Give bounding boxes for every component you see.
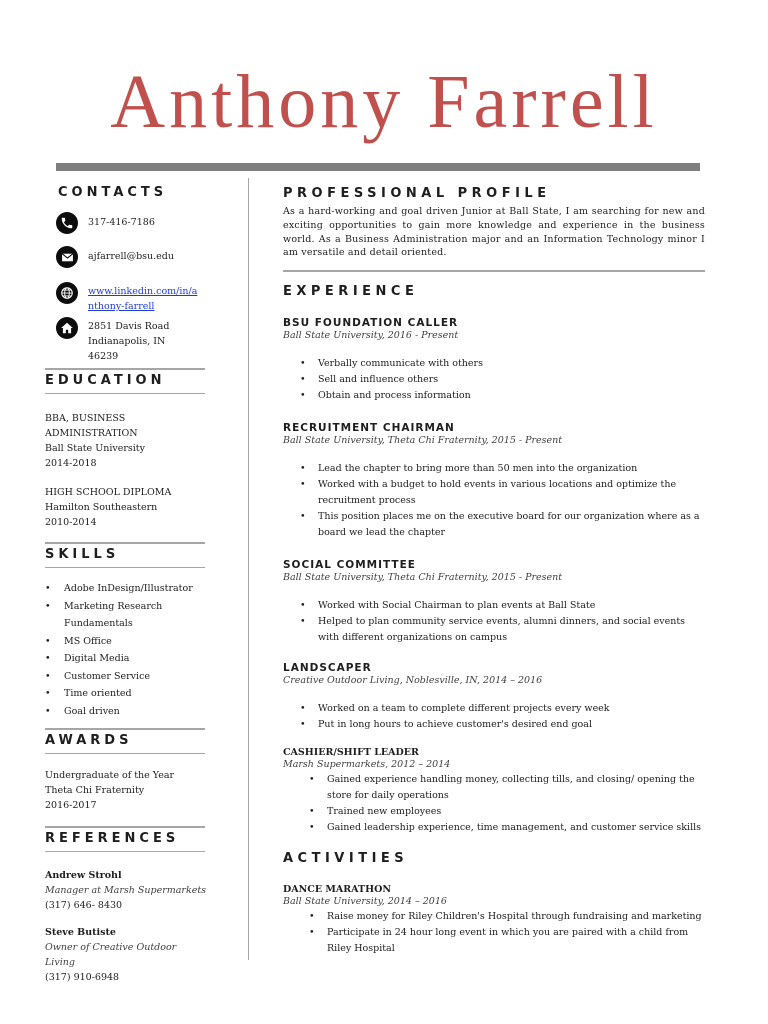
job-bullets (283, 598, 705, 646)
job-bullets (283, 772, 705, 836)
list-item: • Sell and influence others (283, 372, 705, 388)
address-text (88, 319, 169, 364)
job-subtitle: Creative Outdoor Living, Noblesville, IN, 2014 – 2016 (283, 675, 543, 687)
list-item: • Gained experience handling money, collecting tills, and closing/ opening the (283, 772, 705, 788)
profile-heading: PROFESSIONAL PROFILE (283, 186, 551, 201)
contact-phone (45, 215, 207, 243)
right-column (283, 186, 705, 957)
activity-subtitle: Ball State University, 2014 – 2016 (283, 896, 447, 908)
address-line3: 46239 (88, 351, 119, 362)
job-subtitle: Ball State University, Theta Chi Fraternity, 2015 - Present (283, 572, 563, 584)
contact-address (45, 319, 207, 367)
list-item: • Adobe InDesign/Illustrator (45, 580, 207, 598)
skills-list (45, 580, 207, 720)
section-rule (45, 728, 205, 730)
school-years: 2014-2018 (45, 458, 97, 469)
awards-heading: AWARDS (45, 733, 133, 748)
award-years: 2016-2017 (45, 800, 97, 811)
address-line1: 2851 Davis Road (88, 321, 170, 332)
column-divider (248, 178, 249, 960)
school-name: Ball State University (45, 443, 145, 454)
job-title: BSU FOUNDATION CALLER (283, 317, 459, 330)
list-item: • MS Office (45, 633, 207, 651)
job-title: LANDSCAPER (283, 662, 372, 675)
list-item: board we lead the chapter (318, 527, 446, 539)
list-item: • Helped to plan community service events, alumni dinners, and social events (283, 614, 705, 630)
list-item: • Trained new employees (283, 804, 705, 820)
profile-text: As a hard-working and goal driven Junior at Ball State, I am searching for new and exciting opportunities to gain more knowledge and experience in the business world. As a Business Administration major and an Information Technology minor I am versatile and detail oriented. (283, 206, 705, 259)
list-item: • Raise money for Riley Children's Hospital through fundraising and marketing (283, 909, 705, 925)
job-title: RECRUITMENT CHAIRMAN (283, 422, 455, 435)
degree-line1: HIGH SCHOOL DIPLOMA (45, 487, 172, 498)
contact-linkedin (45, 284, 207, 316)
reference-title: Manager at Marsh Supermarkets (45, 885, 207, 896)
contacts-heading: CONTACTS (58, 185, 168, 200)
list-item: • Obtain and process information (283, 388, 705, 404)
list-item: • This position places me on the executive board for our organization where as a (283, 509, 705, 525)
list-item: • Goal driven (45, 703, 207, 721)
list-item: recruitment process (318, 495, 416, 507)
school-name: Hamilton Southeastern (45, 502, 158, 513)
section-rule (45, 542, 205, 544)
school-years: 2010-2014 (45, 517, 97, 528)
list-item: • Participate in 24 hour long event in which you are paired with a child from (283, 925, 705, 941)
references-heading: REFERENCES (45, 831, 180, 846)
experience-heading: EXPERIENCE (283, 284, 419, 300)
list-item: • Lead the chapter to bring more than 50 men into the organization (283, 461, 705, 477)
section-rule (45, 753, 205, 754)
list-item: • Worked on a team to complete different projects every week (283, 701, 705, 717)
address-line2: Indianapolis, IN (88, 336, 166, 347)
list-item: with different organizations on campus (318, 632, 508, 644)
award-title: Undergraduate of the Year (45, 770, 175, 781)
reference-phone: (317) 910-6948 (45, 972, 120, 983)
section-rule (45, 567, 205, 568)
list-item: Fundamentals (64, 618, 133, 629)
list-item: • Customer Service (45, 668, 207, 686)
list-item: • Gained leadership experience, time management, and customer service skills (283, 820, 705, 836)
job-bullets (283, 701, 705, 733)
education-heading: EDUCATION (45, 373, 166, 388)
list-item: • Put in long hours to achieve customer's desired end goal (283, 717, 705, 733)
list-item: store for daily operations (327, 790, 449, 802)
skills-heading: SKILLS (45, 547, 120, 562)
section-rule (45, 368, 205, 370)
degree-line1: BBA, BUSINESS (45, 413, 126, 424)
list-item: • Marketing Research (45, 598, 207, 616)
list-item: • Time oriented (45, 685, 207, 703)
phone-text: 317-416-7186 (88, 217, 155, 228)
section-rule (45, 393, 205, 394)
degree-line2: ADMINISTRATION (45, 428, 138, 439)
left-column (45, 185, 207, 985)
activity-title: DANCE MARATHON (283, 884, 392, 896)
list-item: • Verbally communicate with others (283, 356, 705, 372)
email-text[interactable]: ajfarrell@bsu.edu (88, 251, 174, 262)
resume-name: Anthony Farrell (110, 60, 658, 144)
list-item: • Worked with Social Chairman to plan events at Ball State (283, 598, 705, 614)
linkedin-line2[interactable]: nthony-farrell (88, 301, 155, 312)
section-rule (45, 826, 205, 828)
award-org: Theta Chi Fraternity (45, 785, 145, 796)
job-subtitle: Marsh Supermarkets, 2012 – 2014 (283, 759, 451, 771)
contact-email (45, 249, 207, 277)
header-rule (56, 163, 700, 171)
linkedin-line1[interactable]: www.linkedin.com/in/a (88, 286, 198, 297)
reference-phone: (317) 646- 8430 (45, 900, 123, 911)
reference-title: Owner of Creative Outdoor Living (45, 942, 177, 968)
linkedin-link[interactable] (88, 284, 197, 314)
home-icon (56, 317, 78, 339)
list-item: • Worked with a budget to hold events in various locations and optimize the (283, 477, 705, 493)
job-title: SOCIAL COMMITTEE (283, 559, 416, 572)
job-title: CASHIER/SHIFT LEADER (283, 747, 419, 759)
list-item: • Digital Media (45, 650, 207, 668)
job-bullets (283, 461, 705, 541)
section-rule (45, 851, 205, 852)
section-rule (283, 270, 705, 272)
job-bullets (283, 356, 705, 404)
globe-icon (56, 282, 78, 304)
activities-heading: ACTIVITIES (283, 851, 409, 867)
job-subtitle: Ball State University, Theta Chi Fraternity, 2015 - Present (283, 435, 563, 447)
list-item: Riley Hospital (327, 943, 395, 955)
reference-name: Andrew Strohl (45, 870, 122, 881)
job-subtitle: Ball State University, 2016 - Present (283, 330, 459, 342)
reference-name: Steve Butiste (45, 927, 116, 938)
phone-icon (56, 212, 78, 234)
email-icon (56, 246, 78, 268)
activity-bullets (283, 909, 705, 957)
